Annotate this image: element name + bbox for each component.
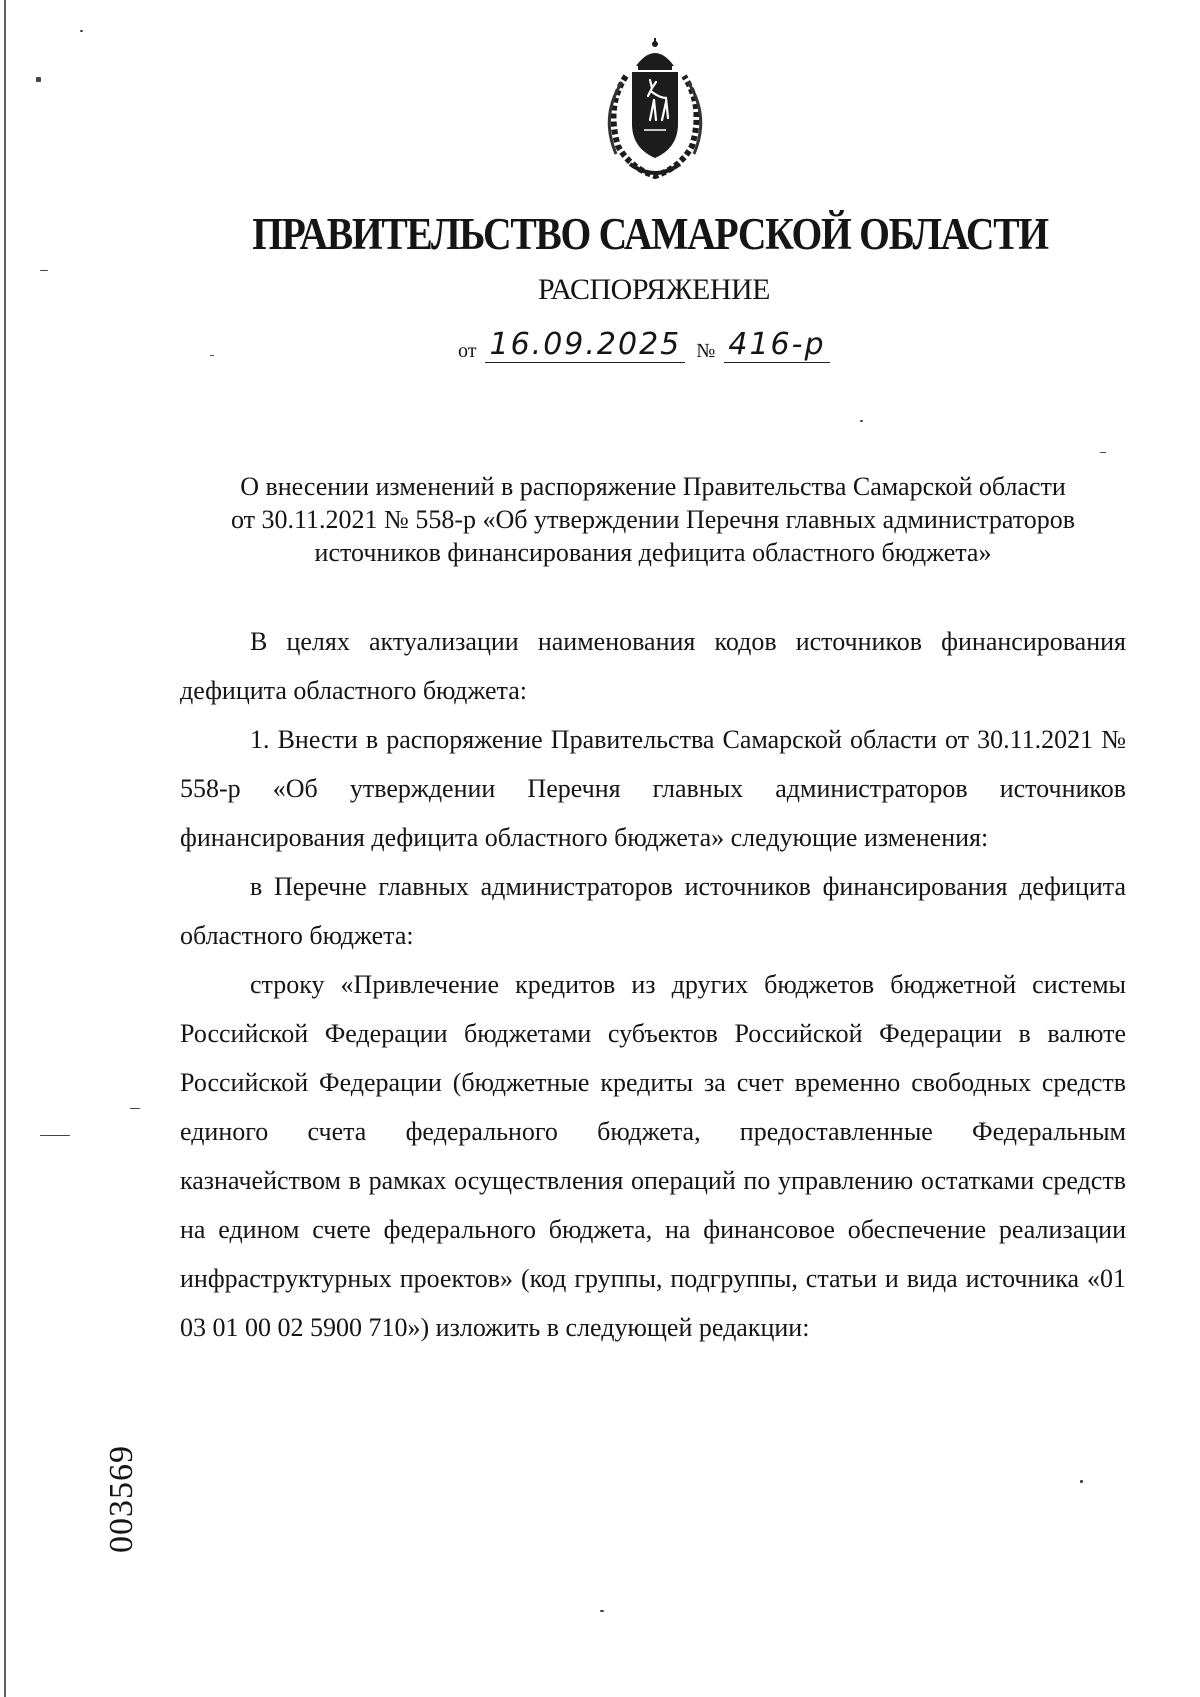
date-number-line bbox=[458, 328, 836, 368]
page-left-edge-line bbox=[4, 0, 6, 1697]
document-type-heading: РАСПОРЯЖЕНИЕ bbox=[537, 273, 771, 306]
body-paragraph-row-change: строку «Привлечение кредитов из других бюджетов бюджетной системы Российской Федерации бюджетами субъектов Российской Федерации в валюте Российской Федерации (бюджетные кредиты за счет временно свободных средств единого счета федерального бюджета, предоставленные Федеральным казначейством в рамках осуществления операций по управлению остатками средств на едином счете федерального бюджета, на финансовое обеспечение реализации инфраструктурных проектов» (код группы, подгруппы, статьи и вида источника «01 03 01 00 02 5900 710») изложить в следующей редакции: bbox=[180, 970, 1126, 1342]
scan-speck bbox=[80, 30, 83, 32]
body-paragraph-preamble: В целях актуализации наименования кодов источников финансирования дефицита областного бюджета: bbox=[180, 627, 1126, 705]
scan-speck bbox=[860, 420, 863, 422]
document-subject bbox=[170, 470, 1136, 569]
scan-speck bbox=[130, 1108, 140, 1109]
handwritten-number: 416-р bbox=[724, 328, 829, 363]
scan-speck bbox=[600, 1610, 604, 1612]
document-body bbox=[180, 617, 1126, 1352]
scan-speck bbox=[1080, 1480, 1083, 1483]
government-name-heading: ПРАВИТЕЛЬСТВО САМАРСКОЙ ОБЛАСТИ bbox=[252, 209, 1048, 259]
margin-registration-stamp: 003569 bbox=[103, 1445, 140, 1553]
scan-speck bbox=[40, 270, 48, 271]
scan-speck bbox=[40, 1135, 70, 1136]
subject-line: О внесении изменений в распоряжение Правительства Самарской области bbox=[240, 472, 1066, 501]
handwritten-date: 16.09.2025 bbox=[485, 328, 685, 363]
samara-oblast-coat-of-arms-icon bbox=[596, 36, 714, 180]
subject-line: источников финансирования дефицита областного бюджета» bbox=[314, 538, 992, 567]
body-paragraph-list-intro: в Перечне главных администраторов источников финансирования дефицита областного бюджета: bbox=[180, 872, 1126, 950]
scan-speck bbox=[1100, 452, 1106, 453]
date-prefix: от bbox=[458, 340, 477, 362]
subject-line: от 30.11.2021 № 558-р «Об утверждении Перечня главных администраторов bbox=[230, 505, 1076, 534]
scan-speck bbox=[36, 77, 41, 82]
number-prefix: № bbox=[696, 340, 716, 362]
scan-speck bbox=[210, 355, 214, 356]
body-paragraph-item-1: 1. Внести в распоряжение Правительства Самарской области от 30.11.2021 № 558-р «Об утверждении Перечня главных администраторов источников финансирования дефицита областного бюджета» следующие изменения: bbox=[180, 725, 1126, 852]
